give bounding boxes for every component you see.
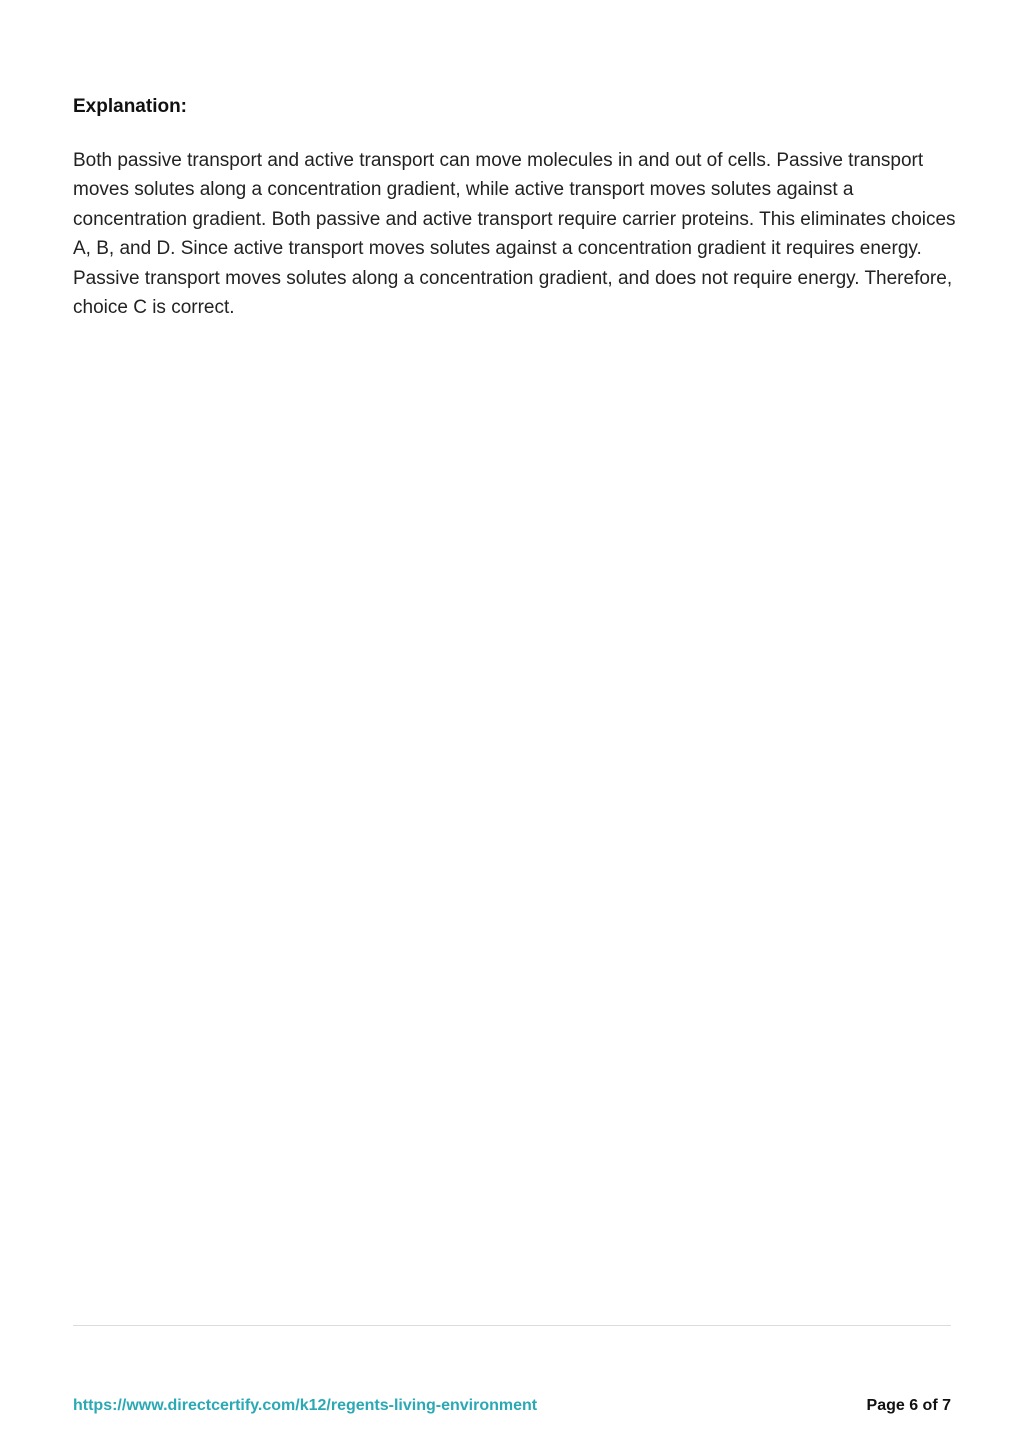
page-number: Page 6 of 7 (866, 1397, 951, 1414)
footer-divider (73, 1325, 951, 1326)
footer-url-link[interactable]: https://www.directcertify.com/k12/regents-living-environment (73, 1397, 538, 1414)
explanation-heading: Explanation: (73, 96, 188, 117)
explanation-body: Both passive transport and active transport can move molecules in and out of cells. Passive transport moves solutes along a concentration gradient, while active transport moves solutes against a concentration gradient. Both passive and active transport require carrier proteins. This eliminates choices A, B, and D. Since active transport moves solutes against a concentration gradient it requires energy. Passive transport moves solutes along a concentration gradient, and does not require energy. Therefore, choice C is correct. (73, 150, 956, 319)
